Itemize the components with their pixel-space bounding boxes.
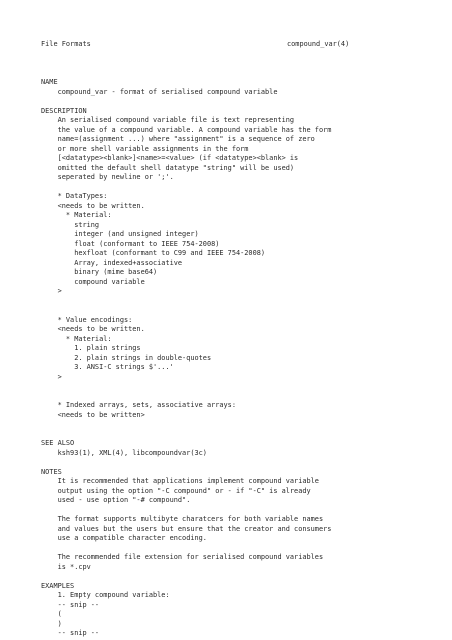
text-line: seperated by newline or ';'.: [41, 173, 174, 181]
text-line: [41, 458, 431, 468]
text-line: (: [41, 610, 62, 618]
text-line: 3. ANSI-C strings $'...': [41, 363, 174, 371]
text-line: name=(assignment ...) where "assignment" is a sequence of zero: [41, 135, 315, 143]
text-line: NAME: [41, 78, 58, 86]
text-line: ): [41, 619, 62, 628]
text-line: It is recommended that applications implement compound variable: [41, 477, 319, 485]
text-line: [41, 392, 431, 402]
text-line: NOTES: [41, 467, 62, 476]
text-line: <needs to be written.: [41, 201, 145, 210]
text-line: SEE ALSO: [41, 439, 75, 447]
text-line: binary (mime base64): [41, 268, 158, 276]
text-line: 1. Empty compound variable:: [41, 591, 170, 599]
text-line: the value of a compound variable. A compound variable has the form: [41, 125, 332, 134]
text-line: ksh93(1), XML(4), libcompoundvar(3c): [41, 448, 207, 457]
text-line: >: [41, 287, 62, 295]
text-line: and values but the users but ensure that the creator and consumers: [41, 524, 332, 533]
text-line: [41, 420, 431, 430]
text-line: use a compatible character encoding.: [41, 534, 207, 542]
text-line: is *.cpv: [41, 562, 91, 571]
text-line: The format supports multibyte charatcers for both variable names: [41, 515, 324, 523]
text-line: An serialised compound variable file is text representing: [41, 116, 295, 124]
text-line: * Material:: [41, 211, 112, 219]
text-line: omitted the default shell datatype "string" will be used): [41, 163, 295, 172]
text-line: EXAMPLES: [41, 581, 75, 590]
header-page-title: compound_var(4): [287, 40, 350, 48]
header-section-title: File Formats: [41, 40, 91, 48]
text-line: float (conformant to IEEE 754-2008): [41, 239, 220, 248]
text-line: * Value encodings:: [41, 315, 133, 324]
text-line: DESCRIPTION: [41, 106, 87, 115]
text-line: hexfloat (conformant to C99 and IEEE 754-2008): [41, 249, 266, 257]
text-line: * Indexed arrays, sets, associative arrays:: [41, 401, 236, 409]
text-line: -- snip --: [41, 600, 100, 609]
text-line: Array, indexed+associative: [41, 258, 183, 267]
text-line: <needs to be written.: [41, 325, 145, 333]
text-line: integer (and unsigned integer): [41, 230, 199, 238]
text-line: or more shell variable assignments in the form: [41, 144, 249, 153]
text-line: [41, 572, 431, 582]
manual-body: [41, 78, 431, 639]
text-line: [41, 544, 431, 554]
text-line: The recommended file extension for serialised compound variables: [41, 553, 324, 561]
text-line: [41, 97, 431, 107]
text-line: >: [41, 372, 62, 381]
text-line: [41, 382, 431, 392]
text-line: [<datatype><blank>]<name>=<value> (if <datatype><blank> is: [41, 154, 299, 162]
text-line: -- snip --: [41, 629, 100, 637]
text-line: [41, 506, 431, 516]
text-line: [41, 183, 431, 193]
text-line: * Material:: [41, 334, 112, 343]
text-line: compound_var - format of serialised compound variable: [41, 87, 278, 96]
text-line: [41, 306, 431, 316]
text-line: string: [41, 220, 100, 229]
text-line: 1. plain strings: [41, 344, 141, 352]
text-line: output using the option "-C compound" or - if "-C" is already: [41, 486, 311, 495]
text-line: [41, 297, 431, 307]
text-line: used - use option "-# compound".: [41, 496, 191, 504]
text-line: compound variable: [41, 277, 145, 286]
text-line: <needs to be written>: [41, 410, 145, 419]
text-line: 2. plain strings in double-quotes: [41, 353, 212, 362]
text-line: * DataTypes:: [41, 192, 108, 200]
text-line: [41, 430, 431, 440]
